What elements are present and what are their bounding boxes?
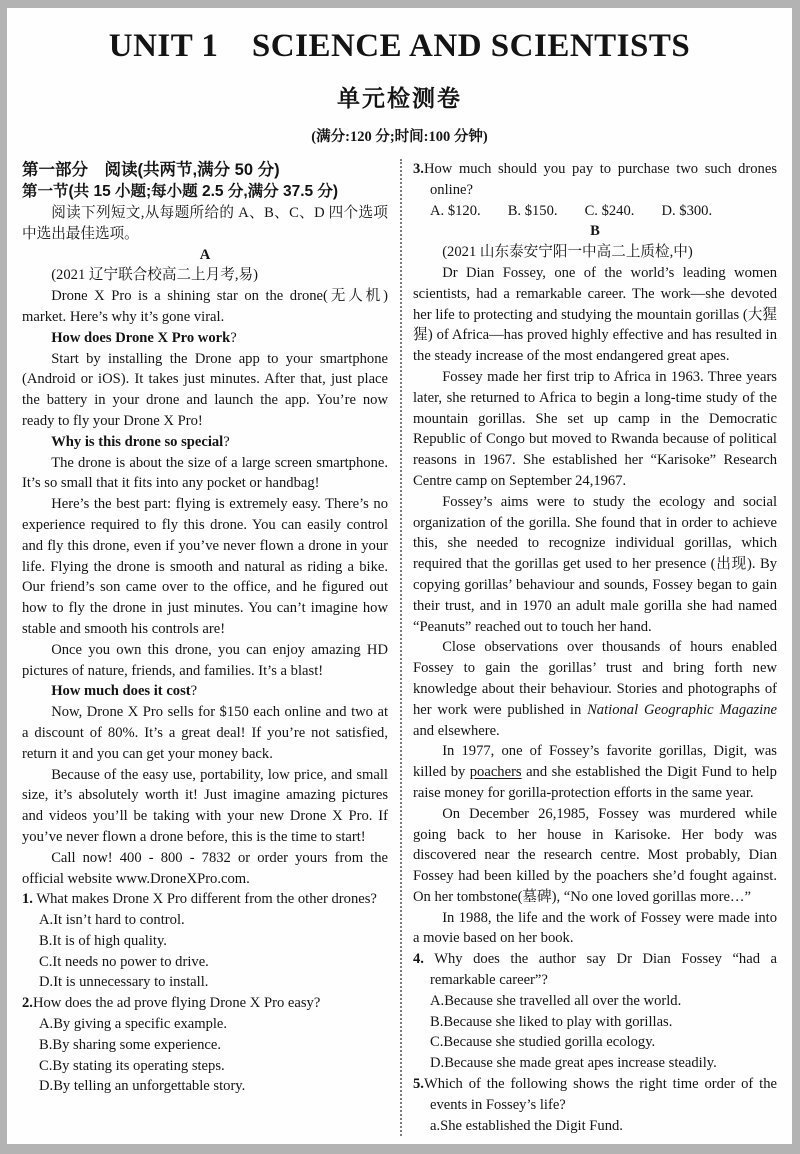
text-run: ?	[223, 433, 230, 450]
option-item	[413, 1116, 777, 1137]
text-run: and elsewhere.	[413, 722, 500, 739]
text-run: C.By stating its operating steps.	[39, 1057, 225, 1074]
text-run: Here’s the best part: flying is extremely easy. There’s no experience required to fly this drone. You can easily control and fly this drone, even if you’ve never flown a drone in your life. Flying the drone is smooth and natural as riding a bike. Our friend’s son came over to the office, and he figured out how to fly the drone in just minutes. You can’t imagine how stable and smooth his controls are!	[22, 496, 388, 637]
passage-subheading	[22, 681, 388, 702]
text-run: 2.	[22, 995, 33, 1012]
option-item	[413, 1032, 777, 1053]
text-run: 5.	[413, 1076, 424, 1093]
text-run: and she established the Digit Fund to help raise money for gorilla-protection efforts in the same year.	[413, 764, 777, 801]
text-run: C.It needs no power to drive.	[39, 953, 209, 970]
text-run: 4.	[413, 951, 424, 968]
text-run: ?	[190, 683, 198, 700]
text-run: How much does it cost	[51, 683, 191, 700]
text-run: Fossey made her first trip to Africa in 1963. Three years later, she returned to Africa to begin a long-time study of the mountain gorillas. She set up camp in the Democratic Republic of Congo but moved to Rwanda because of political reasons in 1967. She established her “Karisoke” Research Centre camp on September 24,1967.	[413, 368, 777, 489]
column-divider	[400, 159, 402, 1136]
text-run: Start by installing the Drone app to your smartphone (Android or iOS). It takes just minutes. After that, just place the battery in your drone and launch the app. You’re now ready to fly your Drone X Pro!	[22, 350, 388, 429]
text-run: Because of the easy use, portability, low price, and small size, it’s absolutely worth it! Just imagine amazing pictures and videos you’ll be taking with your new Drone X Pro. If you’ve never flown a drone before, this is the time to start!	[22, 766, 388, 845]
text-run: How much should you pay to purchase two such drones online?	[423, 161, 777, 198]
part-one-heading	[22, 159, 388, 181]
text-run: 第一部分 阅读(共两节,满分 50 分)	[22, 161, 280, 179]
passage-paragraph	[22, 640, 388, 682]
text-run: A.By giving a specific example.	[39, 1016, 228, 1033]
text-run: D.By telling an unforgettable story.	[39, 1078, 246, 1095]
text-run: 1.	[22, 891, 33, 908]
text-run: A.Because she travelled all over the world.	[430, 992, 682, 1009]
text-run: a.She established the Digit Fund.	[430, 1117, 623, 1134]
option-cell: A. $120.	[430, 202, 481, 219]
text-run: In 1977, one of Fossey’s favorite gorillas, Digit, was killed by	[413, 743, 777, 781]
source-note	[413, 242, 777, 263]
text-run: Drone X Pro is a shining star on the drone(无人机) market. Here’s why it’s gone viral.	[22, 288, 388, 325]
question-1-stem	[22, 889, 388, 910]
passage-paragraph	[22, 765, 388, 848]
text-run: Dr Dian Fossey, one of the world’s leading women scientists, had a remarkable career. The work—she devoted her life to protecting and studying the mountain gorillas (大猩猩) of Africa—has proved highly effective and has resulted in the steady increase of the most endangered great apes.	[413, 264, 777, 365]
unit-title: UNIT 1 SCIENCE AND SCIENTISTS	[108, 28, 691, 64]
text-run: National Geographic Magazine	[587, 701, 778, 718]
passage-paragraph	[22, 286, 388, 328]
text-run: Once you own this drone, you can enjoy amazing HD pictures of nature, friends, and families. It’s a blast!	[22, 641, 388, 679]
option-cell: C. $240.	[584, 202, 635, 219]
score-time-info: (满分:120 分;时间:100 分钟)	[311, 129, 488, 145]
text-run: Which of the following shows the right time order of the events in Fossey’s life?	[423, 1076, 777, 1113]
option-item	[22, 931, 388, 952]
text-run: On December 26,1985, Fossey was murdered while going back to her house in Karisoke. Her body was discovered near the research centre. Most probably, Dian Fossey had been killed by the poachers she’d fought against. On her tombstone(墓碑), “No one loved gorillas more…”	[413, 805, 777, 905]
question-5-stem	[413, 1074, 777, 1116]
option-item	[22, 1076, 388, 1097]
passage-paragraph	[22, 702, 388, 764]
text-run: (2021 辽宁联合校高二上月考,易)	[51, 267, 258, 284]
text-run: The drone is about the size of a large screen smartphone. It’s so small that it fits into any pocket or handbag!	[22, 454, 388, 492]
text-run: D.It is unnecessary to install.	[39, 974, 209, 991]
two-column-layout	[22, 159, 777, 1136]
passage-paragraph	[22, 848, 388, 890]
instruction-paragraph	[22, 203, 388, 245]
text-run: B.Because she liked to play with gorillas.	[430, 1013, 673, 1030]
question-3-stem	[413, 159, 777, 201]
text-run: How does the ad prove flying Drone X Pro easy?	[32, 995, 321, 1012]
text-run: How does Drone X Pro work	[51, 329, 231, 346]
passage-paragraph	[22, 349, 388, 432]
option-cell: D. $300.	[661, 202, 713, 219]
passage-a-label	[22, 245, 388, 266]
passage-paragraph	[22, 453, 388, 495]
text-run: Fossey’s aims were to study the ecology and social organization of the gorilla. She found that in order to achieve this, she needed to recognize individual gorillas, which required that the gorillas get used to her presence (出现). By copying gorillas’ behaviour and sounds, Fossey began to gain their trust, and in 1970 an adult male gorilla she had named “Peanuts” reached out to touch her hand.	[413, 493, 777, 635]
section-one-heading	[22, 181, 388, 203]
left-column	[22, 159, 388, 1136]
text-run: C.Because she studied gorilla ecology.	[430, 1034, 656, 1051]
text-run: B.By sharing some experience.	[39, 1036, 221, 1053]
option-item	[22, 1014, 388, 1035]
text-run: Why is this drone so special	[51, 433, 224, 450]
text-run: D.Because she made great apes increase steadily.	[430, 1055, 717, 1072]
text-run: poachers	[469, 764, 522, 781]
option-item	[413, 1012, 777, 1033]
passage-paragraph	[413, 367, 777, 492]
text-run: Close observations over thousands of hours enabled Fossey to gain the gorillas’ trust and bring forth new knowledge about their behaviour. Stories and photographs of her work were published in	[413, 639, 777, 718]
source-note	[22, 265, 388, 286]
passage-paragraph	[413, 492, 777, 638]
passage-paragraph	[413, 908, 777, 950]
question-2-stem	[22, 993, 388, 1014]
question-4-stem	[413, 949, 777, 991]
passage-subheading	[22, 328, 388, 349]
passage-subheading	[22, 432, 388, 453]
option-item	[413, 991, 777, 1012]
text-run: Call now! 400 - 800 - 7832 or order yours from the official website www.DroneXPro.com.	[22, 849, 388, 887]
option-item	[22, 972, 388, 993]
text-run: B	[590, 223, 600, 240]
option-cell: B. $150.	[507, 202, 558, 219]
option-item	[22, 952, 388, 973]
text-run: 阅读下列短文,从每题所给的 A、B、C、D 四个选项中选出最佳选项。	[22, 205, 388, 242]
passage-paragraph	[413, 741, 777, 803]
option-item	[22, 910, 388, 931]
passage-paragraph	[413, 263, 777, 367]
question-3-options	[413, 201, 777, 222]
passage-paragraph	[413, 804, 777, 908]
text-run: (2021 山东泰安宁阳一中高二上质检,中)	[442, 244, 693, 261]
text-run: A	[199, 246, 211, 263]
passage-b-label	[413, 221, 777, 242]
text-run: 第一节(共 15 小题;每小题 2.5 分,满分 37.5 分)	[22, 183, 339, 200]
text-run: Now, Drone X Pro sells for $150 each online and two at a discount of 80%. It’s a great deal! If you’re not satisfied, return it and you can get your money back.	[22, 704, 388, 762]
option-item	[22, 1035, 388, 1056]
text-run: A.It isn’t hard to control.	[39, 912, 185, 929]
text-run: B.It is of high quality.	[39, 932, 167, 949]
text-run: 3.	[413, 161, 424, 177]
text-run: In 1988, the life and the work of Fossey were made into a movie based on her book.	[413, 909, 777, 947]
right-column	[413, 159, 777, 1136]
text-run: ?	[230, 329, 237, 346]
exam-page	[7, 8, 792, 1144]
paper-subtitle: 单元检测卷	[337, 85, 462, 111]
passage-paragraph	[22, 494, 388, 640]
option-item	[413, 1053, 777, 1074]
text-run: What makes Drone X Pro different from the other drones?	[32, 891, 377, 908]
passage-paragraph	[413, 637, 777, 741]
text-run: Why does the author say Dr Dian Fossey “had a remarkable career”?	[423, 951, 777, 989]
option-item	[22, 1056, 388, 1077]
